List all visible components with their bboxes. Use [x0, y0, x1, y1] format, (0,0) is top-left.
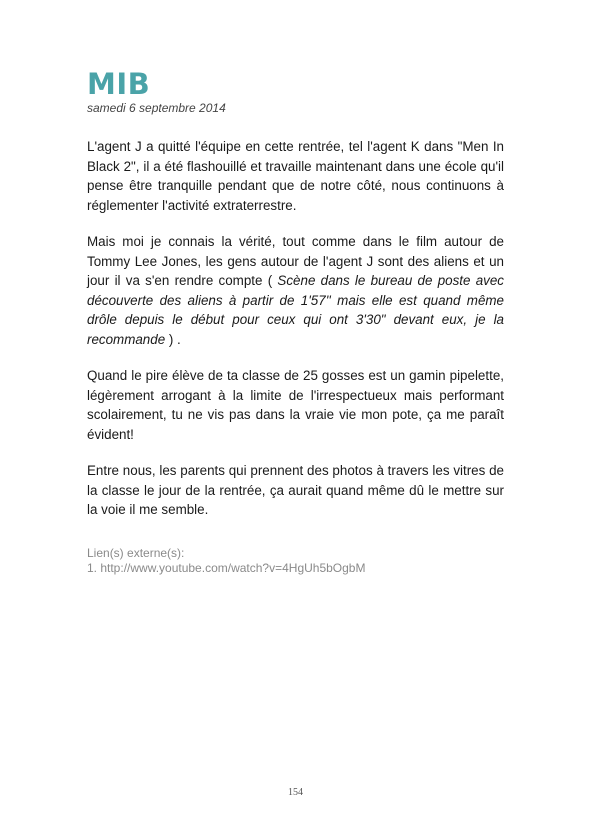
paragraph-2 [87, 232, 504, 349]
paragraph-2-start: Mais moi je connais la vérité, tout comme dans le film autour de Tommy Lee Jones, les gens autour de l'agent J sont des aliens et un jour il va s'en rendre compte ( [87, 234, 504, 288]
post-date: samedi 6 septembre 2014 [87, 101, 226, 115]
post-body [87, 137, 504, 520]
paragraph-4: Entre nous, les parents qui prennent des photos à travers les vitres de la classe le jour de la rentrée, ça aurait quand même dû le mettre sur la voie il me semble. [87, 463, 504, 517]
paragraph-1: L'agent J a quitté l'équipe en cette rentrée, tel l'agent K dans "Men In Black 2", il a été flashouillé et travaille maintenant dans une école qu'il pense être tranquille pendant que de notre côté, nous continuons à réglementer l'activité extraterrestre. [87, 139, 504, 213]
page-content [87, 68, 504, 576]
post-title: MIB [87, 67, 151, 101]
external-links-heading: Lien(s) externe(s): [87, 545, 185, 560]
external-links [87, 546, 504, 576]
paragraph-2-end: ) . [165, 331, 181, 347]
external-link[interactable]: 1. http://www.youtube.com/watch?v=4HgUh5bOgbM [87, 560, 366, 575]
paragraph-3: Quand le pire élève de ta classe de 25 gosses est un gamin pipelette, légèrement arrogant à la limite de l'irrespectueux mais performant scolairement, tu ne vis pas dans la vraie vie mon pote, ça me paraît évident! [87, 368, 504, 442]
paragraph-2-italic: Scène dans le bureau de poste avec découverte des aliens à partir de 1'57'' mais elle est quand même drôle depuis le début pour ceux qui ont 3'30" devant eux, je la recommande [87, 273, 504, 347]
page-number: 154 [288, 787, 303, 798]
external-link-item[interactable] [87, 561, 504, 576]
